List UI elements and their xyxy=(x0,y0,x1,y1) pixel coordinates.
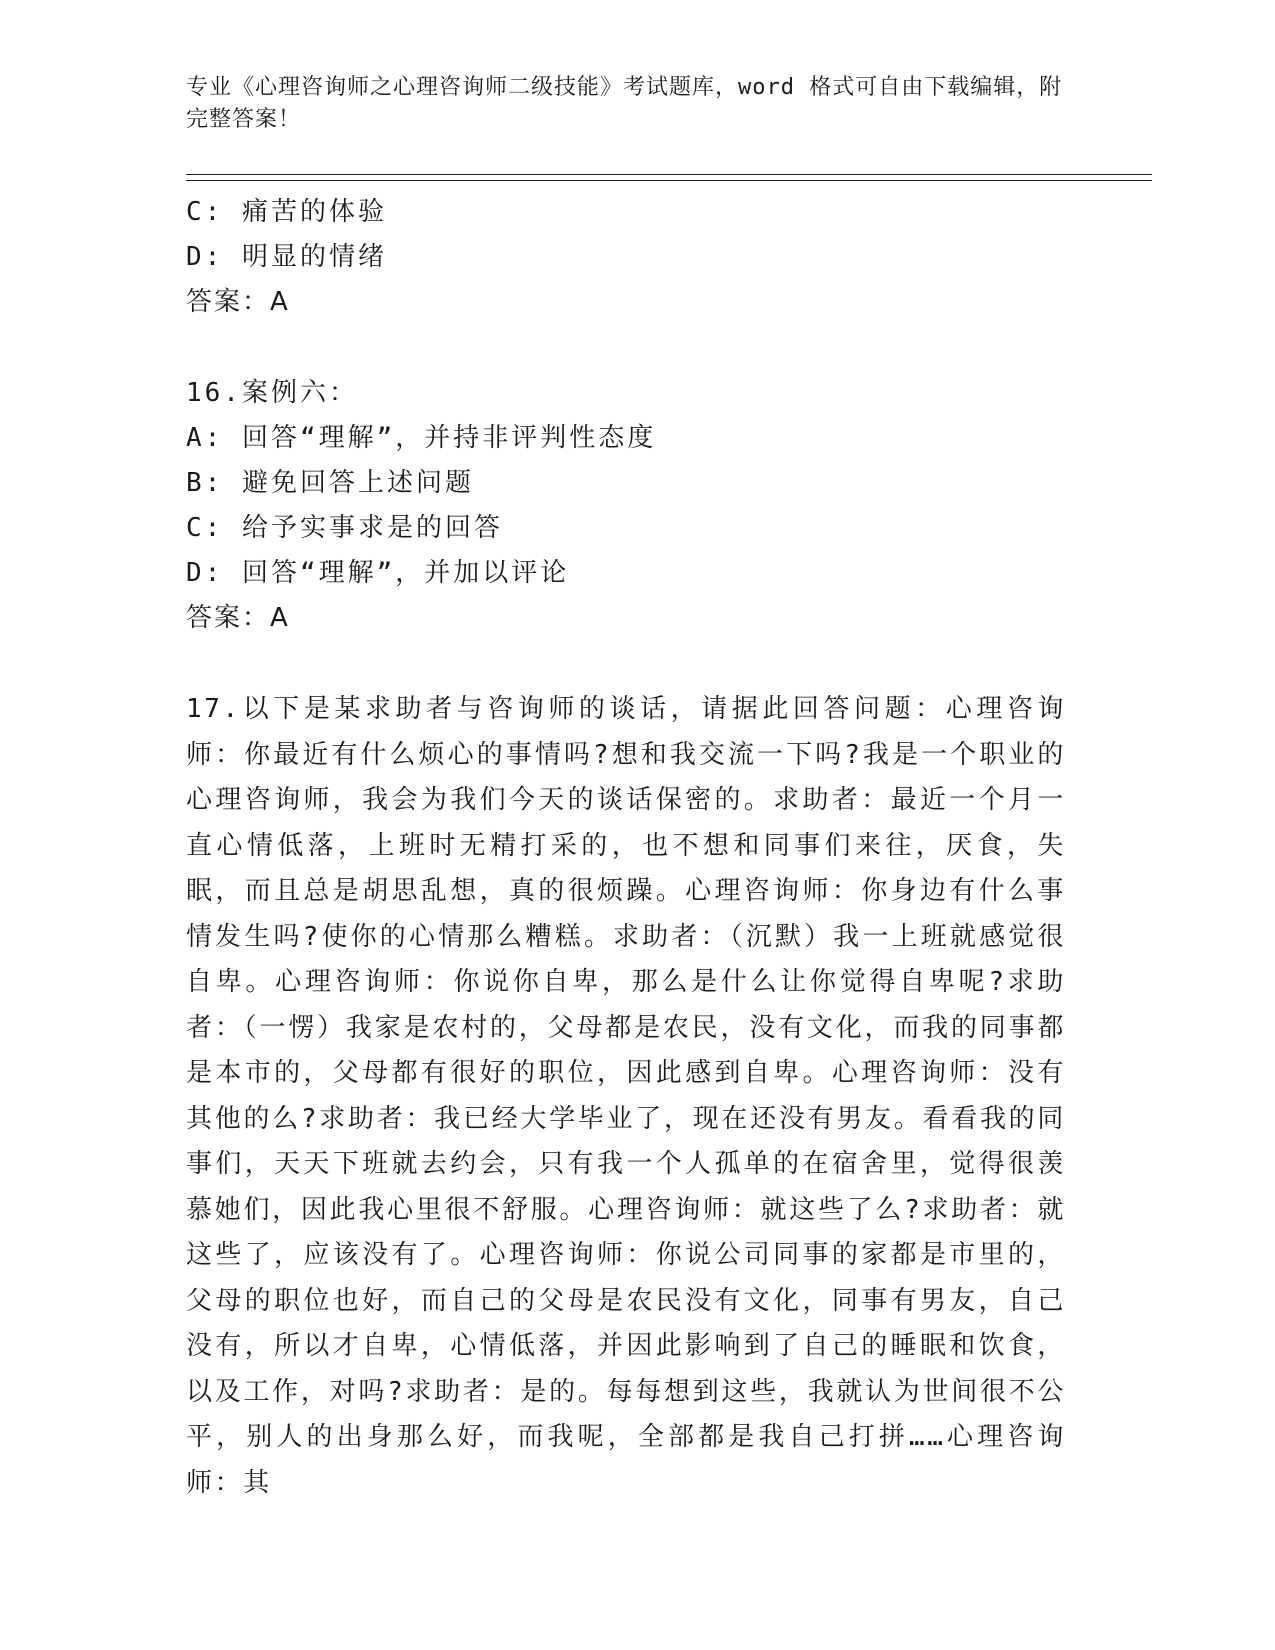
question-17-stem: 17.以下是某求助者与咨询师的谈话，请据此回答问题：心理咨询师：你最近有什么烦心的事情吗?想和我交流一下吗?我是一个职业的心理咨询师，我会为我们今天的谈话保密的。求助者：最近一个月一直心情低落，上班时无精打采的，也不想和同事们来往，厌食，失眠，而且总是胡思乱想，真的很烦躁。心理咨询师：你身边有什么事情发生吗?使你的心情那么糟糕。求助者：（沉默）我一上班就感觉很自卑。心理咨询师：你说你自卑，那么是什么让你觉得自卑呢?求助者：（一愣）我家是农村的，父母都是农民，没有文化，而我的同事都是本市的，父母都有很好的职位，因此感到自卑。心理咨询师：没有其他的么?求助者：我已经大学毕业了，现在还没有男友。看看我的同事们，天天下班就去约会，只有我一个人孤单的在宿舍里，觉得很羡慕她们，因此我心里很不舒服。心理咨询师：就这些了么?求助者：就这些了，应该没有了。心理咨询师：你说公司同事的家都是市里的，父母的职位也好，而自己的父母是农民没有文化，同事有男友，自己没有，所以才自卑，心情低落，并因此影响到了自己的睡眠和饮食，以及工作，对吗?求助者：是的。每每想到这些，我就认为世间很不公平，别人的出身那么好，而我呢，全部都是我自己打拼……心理咨询师：其 xyxy=(186,694,1066,1498)
document-body xyxy=(186,190,1076,1506)
option-d: D: 明显的情绪 xyxy=(186,242,387,272)
question-16-option-d: D: 回答“理解”，并加以评论 xyxy=(186,558,570,588)
spacer xyxy=(186,641,1076,687)
header-rule-top xyxy=(186,174,1152,175)
question-16-answer: 答案：A xyxy=(186,603,290,633)
spacer xyxy=(186,325,1076,371)
document-header: 专业《心理咨询师之心理咨询师二级技能》考试题库，word 格式可自由下载编辑，附完整答案！ xyxy=(186,75,1063,132)
question-16-option-c: C: 给予实事求是的回答 xyxy=(186,513,503,543)
answer-line: 答案：A xyxy=(186,287,290,317)
question-16-stem: 16.案例六： xyxy=(186,378,358,408)
header-rule-bottom xyxy=(186,180,1152,181)
question-16-option-b: B: 避免回答上述问题 xyxy=(186,468,474,498)
option-c: C: 痛苦的体验 xyxy=(186,197,387,227)
question-16-option-a: A: 回答“理解”，并持非评判性态度 xyxy=(186,423,657,453)
